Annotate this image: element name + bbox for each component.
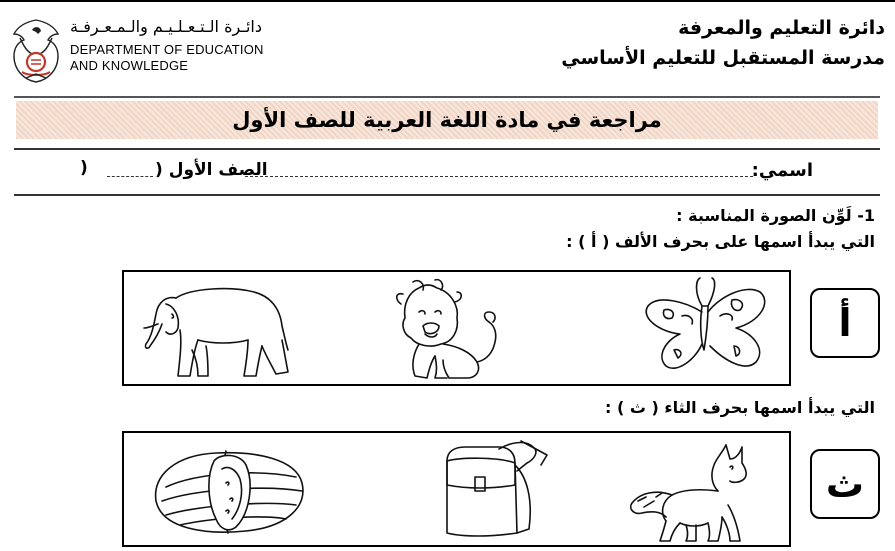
letter-card-alif: أ [810,288,880,358]
organization-name: دائرة التعليم والمعرفة [678,17,885,39]
watermelon-icon[interactable] [136,443,316,541]
lion-icon[interactable] [379,274,519,386]
falcon-emblem-icon [8,16,64,84]
fox-icon[interactable] [626,437,766,545]
department-name-en: DEPARTMENT OF EDUCATION [70,42,264,57]
letter-card-tha: ث [810,449,880,519]
department-name-en-line2: AND KNOWLEDGE [70,58,189,73]
school-name: مدرسة المستقبل للتعليم الأساسي [561,47,885,69]
header-divider [14,96,880,98]
grade-close-paren: ) [80,158,88,178]
divider [14,148,880,150]
picture-box-tha [122,431,791,547]
page-title: مراجعة في مادة اللغة العربية للصف الأول [232,108,662,132]
instruction-tha: التي يبدأ اسمها بحرف الثاء ( ث ) : [605,398,875,417]
department-name-ar: دائـرة الـتـعـلـيـم والـمـعـرفـة [70,17,262,36]
bag-icon[interactable] [429,437,559,545]
butterfly-icon[interactable] [636,276,776,384]
question-title: 1- لَوِّن الصورة المناسبة : [676,206,875,225]
section-field[interactable] [107,176,153,177]
instruction-alif: التي يبدأ اسمها على بحرف الألف ( أ ) : [566,232,875,251]
title-banner [16,101,878,139]
name-field[interactable] [245,176,753,177]
grade-label: الصف الأول ( [155,160,268,180]
picture-box-alif [122,270,791,386]
divider [14,194,880,196]
top-border [0,0,895,2]
elephant-icon[interactable] [136,284,296,382]
name-label: اسمي: [751,160,813,181]
